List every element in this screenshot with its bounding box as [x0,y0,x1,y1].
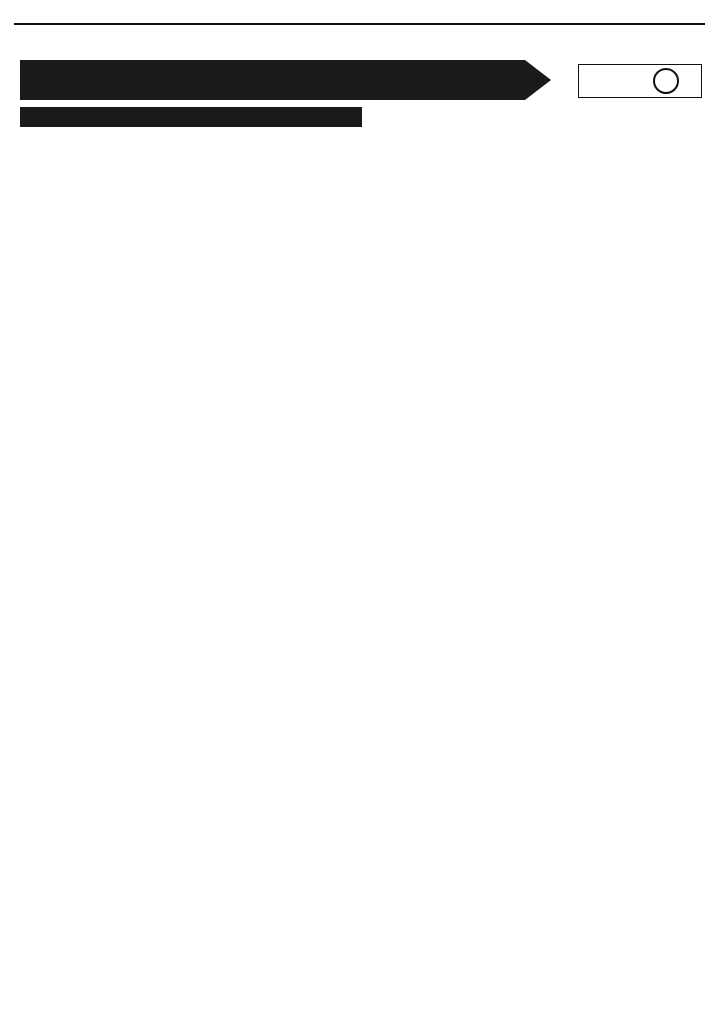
header-rule [14,23,705,25]
release-tag [578,64,702,98]
tag-number [653,68,679,94]
page-header [14,6,705,22]
dept-title [20,107,362,127]
title-banner [20,60,525,100]
left-column [20,107,362,129]
banner-arrow [525,60,551,100]
